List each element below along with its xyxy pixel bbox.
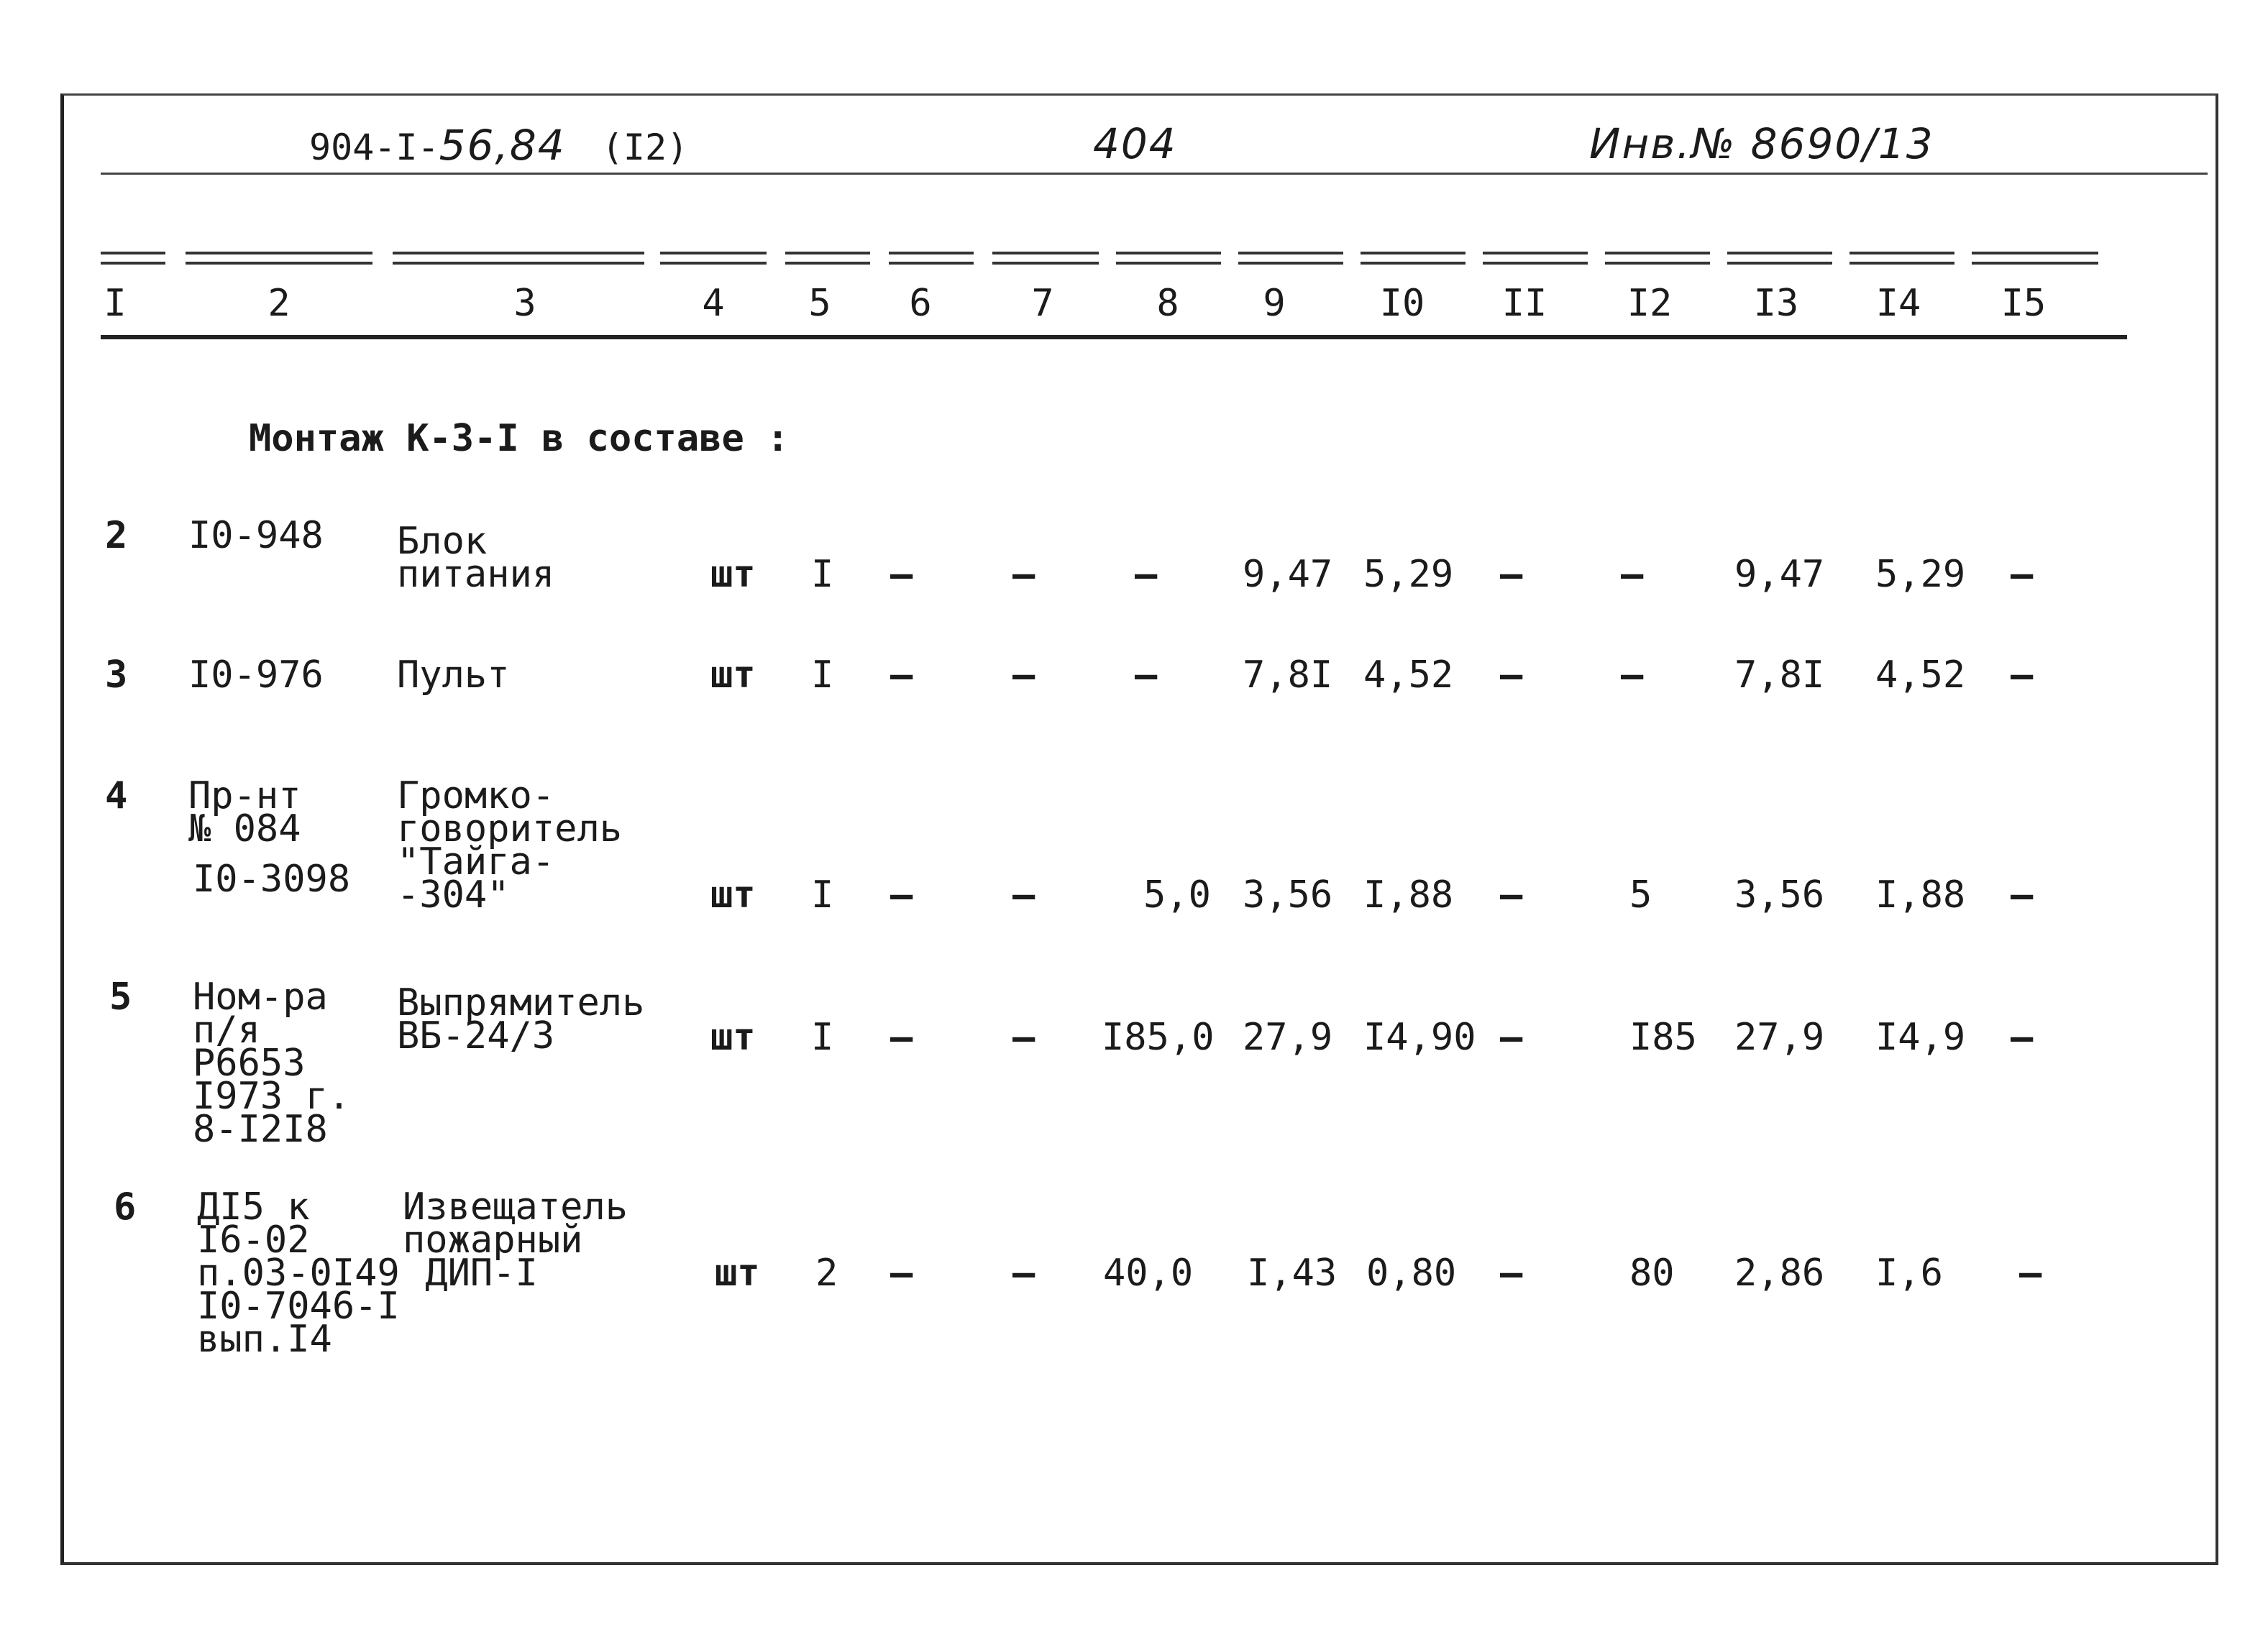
column-number: I0 (1379, 282, 1425, 325)
row-col9: 27,9 (1243, 1016, 1333, 1059)
row-col15: – (2011, 873, 2034, 917)
designation-printed: 904-I- (309, 127, 439, 168)
row-code: ДI5 к I6-02 п.03-0I49 I0-7046-I вып.I4 (197, 1185, 400, 1361)
column-rule (1483, 252, 1588, 265)
row-col13: 2,86 (1734, 1252, 1825, 1295)
row-number: 6 (114, 1185, 137, 1229)
row-name: Извещатель пожарный ДИП-I (403, 1185, 628, 1295)
row-col8: – (1135, 653, 1158, 697)
row-col6: – (890, 1252, 913, 1295)
column-number: I2 (1627, 282, 1673, 325)
row-name: Выпрямитель ВБ-24/3 (397, 981, 645, 1058)
column-number: 9 (1263, 282, 1286, 325)
column-number: 3 (513, 282, 536, 325)
row-col14: 5,29 (1875, 553, 1966, 596)
column-number: 5 (808, 282, 831, 325)
page-number: 404 (1093, 119, 1177, 168)
row-col13: 3,56 (1734, 873, 1825, 917)
column-rule (1849, 252, 1954, 265)
column-rule (1972, 252, 2098, 265)
row-col11: – (1500, 653, 1523, 697)
table-header-rule (101, 335, 2127, 339)
column-rule (1605, 252, 1710, 265)
row-col12: – (1621, 653, 1644, 697)
row-unit: шт (710, 553, 756, 596)
row-col7: – (1012, 1016, 1035, 1059)
column-rule (101, 252, 165, 265)
row-col11: – (1500, 873, 1523, 917)
row-col12: – (1621, 553, 1644, 596)
row-unit: шт (710, 653, 756, 697)
row-col6: – (890, 873, 913, 917)
row-name: Блок питания (397, 520, 555, 596)
row-code-secondary: I0-3098 (193, 858, 351, 901)
row-col7: – (1012, 653, 1035, 697)
designation-handwritten: 56,84 (439, 121, 566, 170)
column-rule (393, 252, 644, 265)
row-code: I0-948 (188, 514, 324, 557)
column-rule (660, 252, 767, 265)
row-col6: – (890, 653, 913, 697)
section-title: Монтаж К-3-I в составе : (249, 417, 790, 460)
row-col14: I,6 (1875, 1252, 1943, 1295)
row-col7: – (1012, 1252, 1035, 1295)
row-col6: – (890, 553, 913, 596)
row-col8: I85,0 (1102, 1016, 1215, 1059)
column-rule (1727, 252, 1832, 265)
row-col15: – (2011, 553, 2034, 596)
column-number: II (1501, 282, 1547, 325)
column-rule (1238, 252, 1343, 265)
row-unit: шт (715, 1252, 760, 1295)
column-rule (186, 252, 372, 265)
row-col14: 4,52 (1875, 653, 1966, 697)
row-col13: 7,8I (1734, 653, 1825, 697)
row-col7: – (1012, 553, 1035, 596)
column-rule (1116, 252, 1221, 265)
row-number: 5 (109, 976, 132, 1019)
row-col15: – (2011, 653, 2034, 697)
row-col11: – (1500, 553, 1523, 596)
row-col10: 0,80 (1366, 1252, 1457, 1295)
row-qty: I (811, 873, 834, 917)
inventory-number: Инв.№ 8690/13 (1589, 119, 1934, 168)
row-col9: 3,56 (1243, 873, 1333, 917)
row-col15: – (2019, 1252, 2042, 1295)
row-col12: 80 (1629, 1252, 1675, 1295)
row-code: Ном-ра п/я Р6653 I973 г. 8-I2I8 (193, 976, 351, 1151)
column-rule (889, 252, 974, 265)
row-col10: I,88 (1363, 873, 1454, 917)
row-col9: I,43 (1247, 1252, 1338, 1295)
row-code: I0-976 (188, 653, 324, 697)
row-col11: – (1500, 1252, 1523, 1295)
row-code: Пр-нт № 084 (188, 774, 301, 850)
row-col13: 27,9 (1734, 1016, 1825, 1059)
column-rule (1361, 252, 1465, 265)
row-unit: шт (710, 873, 756, 917)
row-number: 4 (105, 774, 128, 817)
column-number: 8 (1156, 282, 1179, 325)
row-col9: 7,8I (1243, 653, 1333, 697)
row-col12: 5 (1629, 873, 1652, 917)
row-col15: – (2011, 1016, 2034, 1059)
row-col10: 4,52 (1363, 653, 1454, 697)
row-col11: – (1500, 1016, 1523, 1059)
row-qty: 2 (815, 1252, 838, 1295)
header-divider (101, 173, 2208, 175)
row-col14: I4,9 (1875, 1016, 1966, 1059)
row-col6: – (890, 1016, 913, 1059)
sheet-code: (I2) (601, 127, 689, 168)
row-col13: 9,47 (1734, 553, 1825, 596)
column-number: I4 (1875, 282, 1921, 325)
row-name: Пульт (397, 653, 510, 697)
row-col7: – (1012, 873, 1035, 917)
column-number: 7 (1031, 282, 1054, 325)
row-qty: I (811, 653, 834, 697)
row-qty: I (811, 553, 834, 596)
document-designation (309, 121, 688, 170)
row-number: 3 (105, 653, 128, 697)
column-number: 4 (702, 282, 725, 325)
row-qty: I (811, 1016, 834, 1059)
row-name: Громко- говоритель "Тайга- -304" (397, 774, 623, 917)
column-rule (992, 252, 1099, 265)
row-number: 2 (105, 514, 128, 557)
row-unit: шт (710, 1016, 756, 1059)
column-rule (785, 252, 870, 265)
row-col12: I85 (1629, 1016, 1697, 1059)
row-col10: 5,29 (1363, 553, 1454, 596)
row-col10: I4,90 (1363, 1016, 1476, 1059)
row-col8: – (1135, 553, 1158, 596)
row-col8: 5,0 (1143, 873, 1211, 917)
column-number: I (104, 282, 127, 325)
column-number: I3 (1753, 282, 1799, 325)
row-col14: I,88 (1875, 873, 1966, 917)
column-number: 2 (268, 282, 291, 325)
row-col9: 9,47 (1243, 553, 1333, 596)
column-number: I5 (2000, 282, 2047, 325)
row-col8: 40,0 (1103, 1252, 1194, 1295)
column-number: 6 (909, 282, 932, 325)
